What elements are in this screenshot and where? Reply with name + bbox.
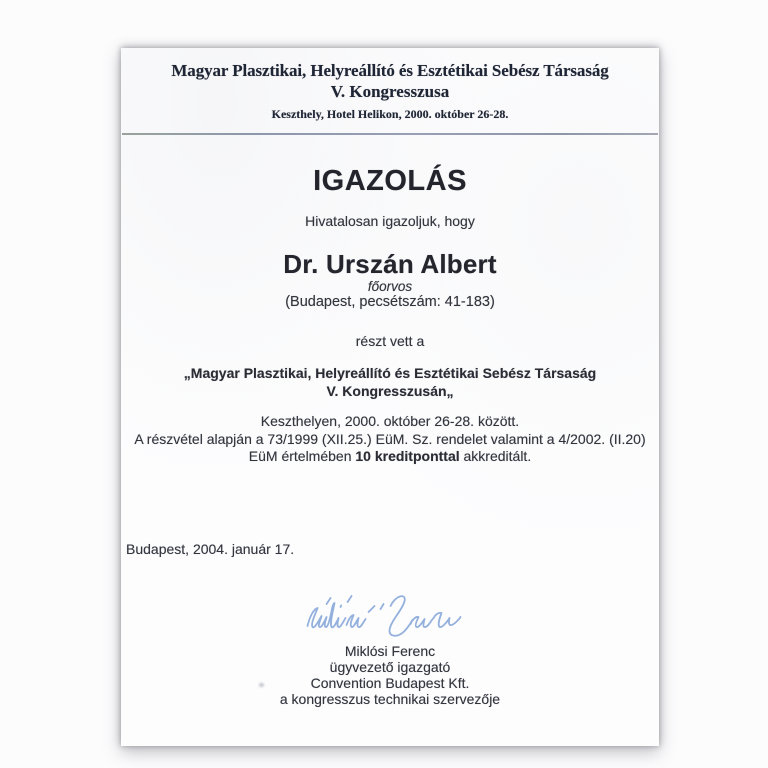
recipient-position: főorvos: [367, 279, 413, 294]
signature-stroke: [327, 598, 331, 604]
signature-stroke: [411, 613, 461, 627]
certificate-title: IGAZOLÁS: [313, 165, 467, 197]
society-name: Magyar Plasztikai, Helyreállító és Esztétikai Sebész Társaság: [171, 61, 609, 80]
certificate-page: [121, 48, 659, 746]
signature-stroke: [381, 604, 384, 609]
dateline: Budapest, 2004. január 17.: [126, 541, 295, 557]
signature-stroke: [341, 605, 342, 607]
scan-speck: [259, 683, 264, 687]
participation-details: [121, 413, 659, 466]
participation-credit-line: [121, 448, 659, 466]
intro-line: Hivatalosan igazoljuk, hogy: [305, 213, 475, 229]
signatory-title: ügyvezető igazgató: [329, 659, 451, 675]
signatory-company: Convention Budapest Kft.: [310, 675, 470, 691]
letterhead: [121, 60, 659, 122]
signature-stroke: [347, 615, 366, 627]
signatory-role: a kongresszus technikai szervezője: [279, 691, 501, 707]
participation-regulation: A részvétel alapján a 73/1999 (XII.25.) EüM. Sz. rendelet valamint a 4/2002. (II.20): [134, 430, 646, 447]
recipient-registration: (Budapest, pecsétszám: 41-183): [285, 294, 495, 310]
signature-handwriting-image: [303, 591, 468, 641]
signatory-name: Miklósi Ferenc: [344, 643, 436, 659]
signature-stroke: [348, 596, 352, 602]
letterhead-divider: [122, 133, 658, 135]
credit-suffix: akkreditált.: [459, 448, 532, 464]
signature-stroke: [369, 606, 375, 612]
event-name: [121, 364, 659, 400]
congress-title: V. Kongresszusa: [330, 82, 450, 101]
event-name-line2: V. Kongresszusán„: [326, 383, 454, 399]
credit-value: 10 kreditponttal: [355, 448, 460, 464]
signature-stroke: [389, 596, 412, 636]
event-name-line1: „Magyar Plasztikai, Helyreállító és Esztétikai Sebész Társaság: [183, 365, 597, 381]
participation-place-date: Keszthelyen, 2000. október 26-28. között.: [260, 413, 520, 429]
signatory-block: [121, 643, 659, 707]
credit-prefix: EüM értelmében: [248, 448, 356, 464]
venue-date-line: Keszthely, Hotel Helikon, 2000. október 26-28.: [271, 107, 509, 121]
participation-lead: részt vett a: [355, 333, 425, 349]
recipient-name: Dr. Urszán Albert: [283, 249, 497, 279]
